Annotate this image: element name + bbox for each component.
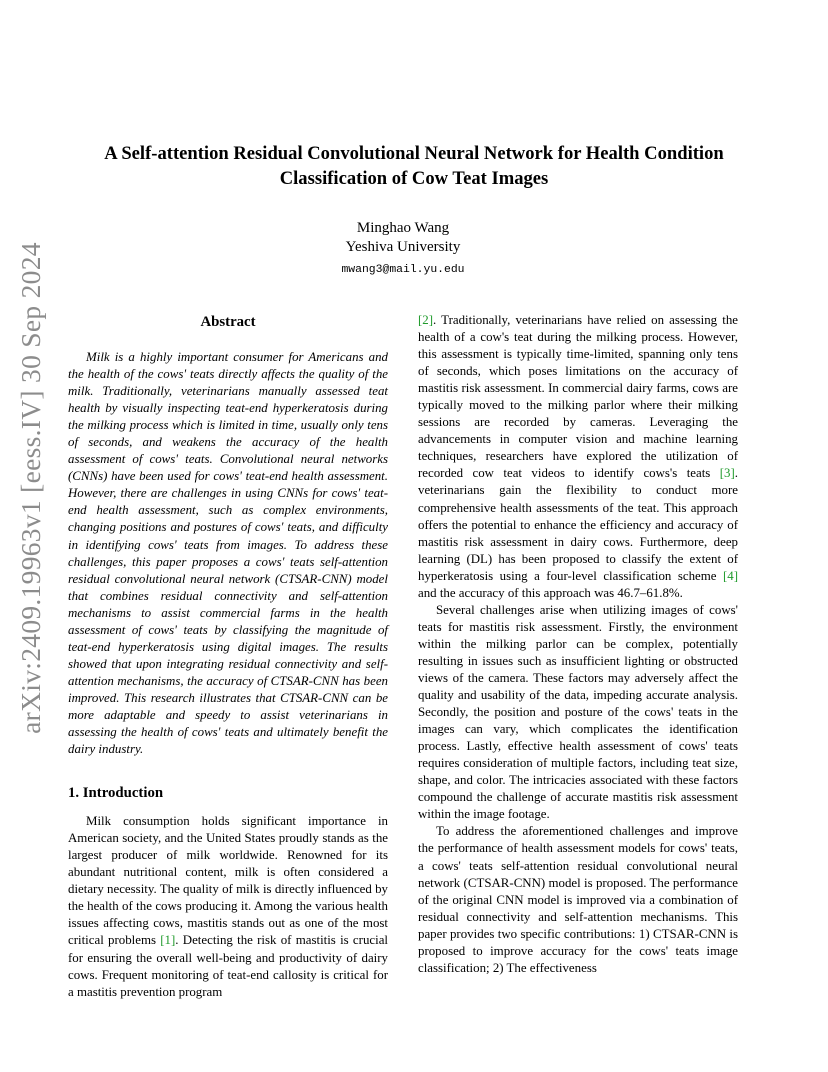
left-column	[68, 312, 388, 1001]
author-name: Minghao Wang	[356, 220, 450, 236]
right-column	[418, 312, 738, 977]
paper-title: A Self-attention Residual Convolutional Neural Network for Health Condition Classification of Cow Teat Images	[104, 143, 724, 189]
introduction-paragraph-1-continued	[418, 312, 738, 602]
citation-link[interactable]: [4]	[722, 568, 738, 583]
introduction-paragraph-2: Several challenges arise when utilizing images of cows' teats for mastitis risk assessment. Firstly, the environment within the milking parlor can be complex, potentially resulting in issues such as insufficient lighting or obstructed views of the camera. These factors may adversely affect the quality and usability of the data, impeding accurate analysis. Secondly, the position and posture of the cows' teats in the images can vary, which complicates the identification process. Lastly, effective health assessment of cows' teats requires consideration of multiple factors, including teat size, shape, and color. The intricacies associated with these factors compound the challenge of accurate mastitis risk assessment within the image footage.	[418, 602, 738, 822]
citation-link[interactable]: [1]	[160, 933, 176, 948]
paragraph-text: . veterinarians gain the flexibility to conduct more comprehensive health assessments of the teat. This approach offers the potential to enhance the efficiency and accuracy of mastitis risk assessment in dairy cows. Furthermore, deep learning (DL) has been proposed to classify the extent of hyperkeratosis using a four-level classification scheme	[418, 466, 738, 583]
author-email: mwang3@mail.yu.edu	[341, 264, 465, 276]
introduction-paragraph-1	[68, 813, 388, 1001]
author-affiliation: Yeshiva University	[345, 239, 461, 255]
arxiv-identifier	[15, 242, 46, 734]
citation-link[interactable]: [3]	[719, 466, 735, 481]
paragraph-text[interactable]: [2]	[418, 313, 434, 327]
paragraph-text: . Detecting the risk of mastitis is crucial for ensuring the overall well-being and productivity of dairy cows. Frequent monitoring of teat-end callosity is critical for a mastitis prevention program	[68, 933, 388, 999]
introduction-paragraph-3: To address the aforementioned challenges and improve the performance of health assessment models for cows' teats, a cows' teats self-attention residual convolutional neural network (CTSAR-CNN) model is proposed. The performance of the original CNN model is improved via a combination of residual connectivity and self-attention mechanisms. This paper provides two specific contributions: 1) CTSAR-CNN is proposed to improve accuracy for the cows' teats image classification; 2) The effectiveness	[418, 824, 738, 975]
paragraph-text: Milk consumption holds significant importance in American society, and the United States proudly stands as the largest producer of milk worldwide. Renowned for its abundant nutritional content, milk is often considered a dietary necessity. The quality of milk is directly influenced by the health of the cows producing it. Among the various health issues affecting cows, mastitis stands out as one of the most critical problems	[68, 814, 388, 948]
paragraph-text: . Traditionally, veterinarians have relied on assessing the health of a cow's teat during the milking process. However, this assessment is typically time-limited, spanning only tens of seconds, which poses limitations on the accuracy of mastitis risk assessment. In commercial dairy farms, cows are typically moved to the milking parlor where their milking sessions are recorded by cameras. Leveraging the advancements in computer vision and machine learning techniques, researchers have explored the utilization of recorded cow teat videos to identify cows's teats	[418, 313, 738, 481]
abstract-heading: Abstract	[200, 314, 256, 330]
introduction-heading: 1. Introduction	[68, 785, 164, 802]
arxiv-identifier-text: arXiv:2409.19963v1 [eess.IV] 30 Sep 2024	[15, 242, 46, 734]
abstract-text: Milk is a highly important consumer for Americans and the health of the cows' teats directly affects the quality of the milk. Traditionally, veterinarians manually assessed teat health by visually inspecting teat-end hyperkeratosis during the milking process which is limited in time, usually only tens of seconds, and weakens the accuracy of the health assessment of cows' teats. Convolutional neural networks (CNNs) have been used for cows' teat-end health assessment. However, there are challenges in using CNNs for cows' teat-end health assessment, such as complex environments, changing positions and postures of cows' teats, and difficulty in identifying cows' teats from images. To address these challenges, this paper proposes a cows' teats self-attention residual convolutional neural network (CTSAR-CNN) model that combines residual connectivity and self-attention mechanisms to assist commercial farms in the health assessment of cows' teats by classifying the magnitude of teat-end hyperkeratosis using digital images. The results showed that upon integrating residual connectivity and self-attention mechanisms, the accuracy of CTSAR-CNN has been improved. This research illustrates that CTSAR-CNN can be more adaptable and speedy to assist veterinarians in assessing the health of cows' teats and ultimately benefit the dairy industry.	[68, 350, 388, 757]
paragraph-text: and the accuracy of this approach was 46.7–61.8%.	[418, 585, 683, 600]
